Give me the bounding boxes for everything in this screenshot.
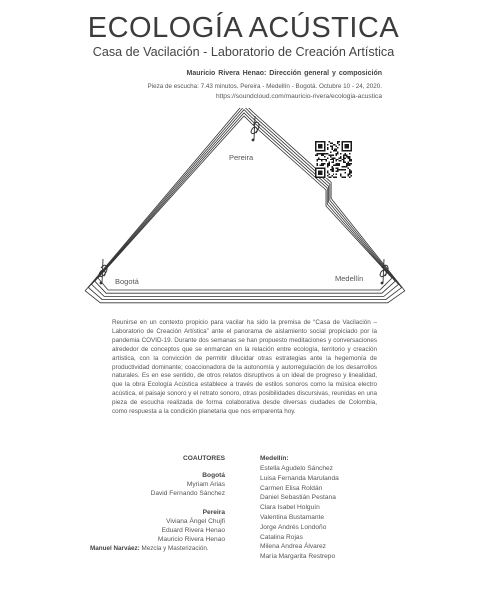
- qr-module: [319, 153, 320, 154]
- qr-module: [327, 171, 328, 172]
- qr-module: [345, 166, 346, 167]
- qr-module: [351, 159, 352, 160]
- list-item: Daniel Sebastián Pestana: [260, 494, 336, 502]
- qr-module: [315, 141, 316, 151]
- qr-module: [330, 151, 331, 152]
- list-item: María Margarita Restrepo: [260, 553, 336, 561]
- author-name: Eduard Rivera Henao: [161, 527, 225, 535]
- qr-module: [349, 157, 350, 158]
- qr-module: [327, 157, 328, 158]
- qr-module: [345, 162, 346, 163]
- coauthors-medellin: [260, 464, 339, 562]
- group-heading: Pereira: [202, 509, 225, 516]
- qr-module: [336, 171, 337, 172]
- qr-module: [351, 160, 352, 161]
- qr-module: [337, 153, 338, 154]
- qr-module: [327, 172, 328, 173]
- list-item: Milena Andrea Álvarez: [260, 543, 326, 551]
- qr-module: [340, 160, 341, 161]
- qr-module: [345, 144, 349, 148]
- qr-module: [318, 157, 319, 158]
- qr-module: [342, 159, 343, 160]
- qr-module: [348, 174, 349, 175]
- sound-triangle-diagram: [0, 108, 487, 308]
- qr-module: [336, 177, 337, 178]
- qr-module: [337, 141, 338, 142]
- qr-module: [346, 163, 347, 164]
- qr-module: [322, 153, 323, 154]
- qr-module: [315, 177, 325, 178]
- qr-module: [333, 177, 334, 178]
- qr-module: [325, 153, 326, 154]
- staff-line: [92, 110, 399, 297]
- qr-module: [327, 166, 328, 167]
- qr-module: [337, 169, 338, 170]
- qr-module: [334, 157, 335, 158]
- qr-module: [346, 165, 347, 166]
- qr-module: [348, 156, 349, 157]
- qr-module: [319, 159, 320, 160]
- qr-module: [345, 154, 346, 155]
- qr-module: [331, 145, 332, 146]
- qr-module: [333, 162, 334, 163]
- qr-module: [316, 165, 317, 166]
- list-item: Catalina Rojas: [260, 533, 303, 541]
- qr-module: [351, 172, 352, 173]
- qr-module: [331, 142, 332, 143]
- qr-module: [330, 159, 331, 160]
- qr-module: [345, 172, 346, 173]
- qr-module: [348, 165, 349, 166]
- mix-master-credit: [90, 545, 209, 552]
- qr-module: [315, 168, 325, 169]
- qr-module: [339, 165, 340, 166]
- city-label-bogota: Bogotá: [115, 277, 139, 286]
- qr-module: [321, 165, 322, 166]
- qr-module: [316, 153, 317, 154]
- qr-module: [349, 160, 350, 161]
- qr-module: [324, 156, 325, 157]
- qr-module: [336, 165, 337, 166]
- qr-module: [324, 159, 325, 160]
- qr-module: [333, 174, 334, 175]
- qr-module: [351, 141, 352, 151]
- qr-module: [336, 160, 337, 161]
- qr-module: [324, 163, 325, 164]
- qr-module: [327, 144, 328, 145]
- qr-module: [333, 159, 334, 160]
- qr-module: [336, 159, 337, 160]
- qr-module: [328, 174, 329, 175]
- qr-module: [339, 160, 340, 161]
- qr-module: [333, 169, 334, 170]
- qr-module: [321, 160, 322, 161]
- qr-module: [331, 148, 332, 149]
- mix-engineer-name: Manuel Narváez:: [90, 545, 140, 552]
- qr-module: [337, 165, 338, 166]
- list-item: Carmen Elisa Roldán: [260, 484, 323, 492]
- qr-module: [324, 141, 325, 151]
- city-label-pereira: Pereira: [229, 153, 254, 162]
- qr-module: [340, 174, 341, 175]
- qr-module: [342, 141, 343, 151]
- qr-module: [337, 142, 338, 143]
- qr-module: [345, 153, 346, 154]
- qr-module: [334, 177, 335, 178]
- qr-module: [328, 163, 329, 164]
- staff-line: [95, 113, 395, 293]
- qr-module: [343, 159, 344, 160]
- group-heading: Bogotá: [202, 472, 225, 479]
- qr-code-icon[interactable]: [315, 141, 352, 178]
- qr-module: [328, 162, 329, 163]
- author-name: Myriam Arias: [186, 481, 225, 489]
- qr-module: [321, 153, 322, 154]
- list-item: Valentina Bustamante: [260, 513, 325, 521]
- qr-module: [331, 168, 332, 169]
- qr-module: [318, 144, 322, 148]
- qr-module: [333, 168, 334, 169]
- qr-module: [349, 169, 350, 170]
- qr-module: [315, 154, 316, 155]
- qr-module: [318, 153, 319, 154]
- list-item: Jorge Andrés Londoño: [260, 523, 327, 531]
- qr-module: [339, 169, 340, 170]
- city-label-medellin: Medellín: [335, 274, 364, 283]
- qr-module: [340, 175, 341, 176]
- qr-module: [330, 169, 331, 170]
- qr-module: [349, 177, 350, 178]
- qr-module: [315, 150, 325, 151]
- group-heading-medellin: Medellín:: [260, 455, 289, 462]
- director-credit: Mauricio Rivera Henao: Dirección general y composición: [186, 70, 382, 77]
- qr-module: [316, 163, 317, 164]
- qr-module: [330, 145, 331, 146]
- qr-module: [327, 165, 328, 166]
- description-paragraph: Reunirse en un contexto propicio para vacilar ha sido la premisa de “Casa de Vacilación – Laboratorio de Creación Artística” ante el panorama de aislamiento social propiciado por la pandemia COVID-19. Durante dos semanas se han propuesto meditaciones y conversaciones alrededor de conceptos que se enmarcan en la relación entre ecología, territorio y creación artística, con la convicción de permitir dilucidar otras estrategias ante la hegemonía de productividad dominante; coaccionadora de la autonomía y autorregulación de los desarrollos naturales. Es en ese sentido, de otros relatos disruptivos a un ideal de progreso y linealidad, que la obra Ecología Acústica establece a través de estilos sonoros como la música electro acústica, el paisaje sonoro y el retrato sonoro, otras posibilidades discursivas, reunidas en una pieza de escucha realizada de forma colaborativa desde diversas ciudades de Colombia, como respuesta a la condición planetaria que nos emparenta hoy.: [112, 319, 377, 416]
- qr-module: [315, 141, 325, 142]
- qr-module: [346, 154, 347, 155]
- qr-module: [327, 175, 328, 176]
- qr-module: [322, 159, 323, 160]
- author-name: David Fernando Sánchez: [150, 490, 225, 498]
- qr-module: [334, 144, 335, 145]
- qr-module: [340, 156, 341, 157]
- qr-module: [343, 169, 344, 170]
- qr-module: [322, 163, 323, 164]
- list-item: Estella Agudelo Sánchez: [260, 465, 333, 472]
- author-name: Mauricio Rivera Henao: [157, 536, 225, 544]
- qr-module: [339, 141, 340, 142]
- qr-module: [340, 153, 341, 154]
- qr-module: [325, 160, 326, 161]
- qr-module: [339, 163, 340, 164]
- qr-module: [333, 160, 334, 161]
- qr-module: [321, 154, 322, 155]
- qr-module: [336, 168, 337, 169]
- qr-module: [342, 141, 352, 142]
- qr-module: [321, 159, 322, 160]
- staff-line: [88, 108, 401, 300]
- qr-module: [328, 141, 329, 142]
- qr-module: [337, 159, 338, 160]
- qr-module: [349, 163, 350, 164]
- qr-module: [348, 175, 349, 176]
- qr-module: [331, 154, 332, 155]
- qr-module: [351, 171, 352, 172]
- qr-module: [318, 171, 322, 175]
- qr-module: [349, 156, 350, 157]
- qr-module: [333, 171, 334, 172]
- qr-module: [339, 157, 340, 158]
- qr-module: [331, 171, 332, 172]
- qr-module: [325, 159, 326, 160]
- qr-module: [316, 160, 317, 161]
- qr-module: [319, 165, 320, 166]
- qr-module: [339, 144, 340, 145]
- qr-module: [315, 168, 316, 178]
- qr-module: [345, 157, 346, 158]
- qr-module: [318, 159, 319, 160]
- qr-module: [331, 166, 332, 167]
- qr-module: [337, 151, 338, 152]
- qr-module: [328, 154, 329, 155]
- soundcloud-link[interactable]: https://soundcloud.com/mauricio-rivera/ecologia-acustica: [215, 93, 382, 100]
- qr-module: [342, 166, 343, 167]
- qr-module: [343, 157, 344, 158]
- qr-module: [316, 159, 317, 160]
- author-name: Viviana Ángel Chujfi: [166, 518, 225, 526]
- qr-module: [349, 172, 350, 173]
- qr-module: [348, 162, 349, 163]
- qr-module: [333, 144, 334, 145]
- qr-module: [331, 147, 332, 148]
- qr-module: [322, 165, 323, 166]
- qr-module: [336, 174, 337, 175]
- qr-module: [337, 163, 338, 164]
- qr-module: [324, 153, 325, 154]
- qr-module: [330, 142, 331, 143]
- qr-module: [334, 148, 335, 149]
- list-item: Clara Isabel Holguín: [260, 504, 320, 512]
- qr-module: [327, 153, 328, 154]
- qr-module: [336, 154, 337, 155]
- qr-module: [334, 165, 335, 166]
- qr-module: [346, 156, 347, 157]
- list-item: Luisa Fernanda Marulanda: [260, 474, 339, 482]
- qr-module: [327, 148, 328, 149]
- qr-module: [349, 159, 350, 160]
- page-subtitle: Casa de Vacilación - Laboratorio de Creación Artística: [92, 45, 395, 59]
- qr-module: [328, 165, 329, 166]
- page-title: ECOLOGÍA ACÚSTICA: [87, 12, 400, 44]
- qr-module: [331, 175, 332, 176]
- qr-module: [336, 145, 337, 146]
- qr-module: [324, 168, 325, 178]
- qr-module: [349, 171, 350, 172]
- qr-module: [330, 177, 331, 178]
- qr-module: [345, 177, 346, 178]
- qr-module: [343, 160, 344, 161]
- qr-module: [333, 154, 334, 155]
- qr-module: [333, 157, 334, 158]
- qr-module: [330, 154, 331, 155]
- qr-module: [343, 156, 344, 157]
- coauthors-bogota: [112, 471, 225, 498]
- qr-module: [349, 153, 350, 154]
- mix-engineer-role: Mezcla y Masterización.: [141, 545, 209, 552]
- piece-info: Pieza de escucha: 7.43 minutos. Pereira - Medellín - Bogotá. Octubre 10 - 24, 2020.: [147, 83, 382, 90]
- qr-module: [336, 153, 337, 154]
- qr-module: [328, 177, 329, 178]
- qr-module: [349, 174, 350, 175]
- qr-module: [322, 154, 323, 155]
- qr-module: [327, 163, 328, 164]
- qr-module: [348, 157, 349, 158]
- coauthors-pereira: [112, 508, 225, 544]
- qr-module: [331, 159, 332, 160]
- qr-module: [333, 150, 334, 151]
- qr-module: [351, 163, 352, 164]
- coautores-heading: COAUTORES: [182, 455, 225, 462]
- qr-module: [343, 166, 344, 167]
- qr-module: [336, 150, 337, 151]
- qr-module: [342, 169, 343, 170]
- qr-module: [345, 169, 346, 170]
- qr-module: [331, 162, 332, 163]
- qr-module: [327, 147, 328, 148]
- qr-module: [346, 166, 347, 167]
- qr-module: [343, 162, 344, 163]
- qr-module: [349, 165, 350, 166]
- qr-module: [340, 169, 341, 170]
- qr-module: [336, 148, 337, 149]
- qr-module: [337, 147, 338, 148]
- qr-module: [337, 171, 338, 172]
- qr-module: [337, 168, 338, 169]
- qr-module: [343, 154, 344, 155]
- qr-module: [348, 168, 349, 169]
- qr-module: [340, 157, 341, 158]
- qr-module: [342, 150, 352, 151]
- qr-module: [321, 163, 322, 164]
- qr-module: [333, 165, 334, 166]
- qr-module: [348, 163, 349, 164]
- qr-module: [343, 177, 344, 178]
- qr-module: [351, 175, 352, 176]
- qr-module: [342, 177, 343, 178]
- qr-module: [334, 150, 335, 151]
- qr-module: [316, 154, 317, 155]
- qr-module: [336, 163, 337, 164]
- qr-module: [331, 157, 332, 158]
- qr-module: [330, 156, 331, 157]
- qr-module: [331, 169, 332, 170]
